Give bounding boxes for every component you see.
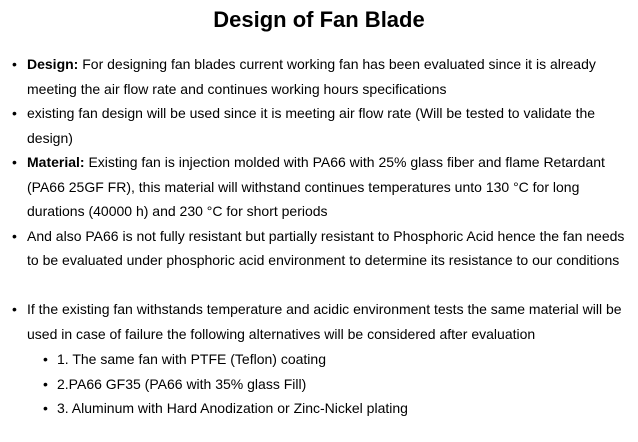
bullet-text: existing fan design will be used since it is meeting air flow rate (Will be tested to validate the design): [27, 105, 596, 146]
sub-bullet-text: 1. The same fan with PTFE (Teflon) coating: [57, 351, 326, 367]
sub-bullet-item: [43, 396, 603, 421]
bullet-text: For designing fan blades current working fan has been evaluated since it is already meeting the air flow rate and continues working hours specifications: [27, 56, 596, 97]
bullet-dot-icon: •: [43, 351, 48, 367]
bullet-text: And also PA66 is not fully resistant but partially resistant to Phosphoric Acid hence the fan needs to be evaluated under phosphoric acid environment to determine its resistance to our conditions: [27, 227, 625, 268]
bullet-dot-icon: •: [12, 56, 17, 72]
bullet-item: [12, 297, 630, 346]
sub-bullet-item: [43, 347, 603, 372]
bullet-dot-icon: •: [43, 375, 48, 392]
bullet-item: [12, 52, 630, 101]
sub-bullet-text: 2.PA66 GF35 (PA66 with 35% glass Fill): [57, 375, 307, 392]
bullet-dot-icon: •: [12, 105, 17, 121]
bullet-dot-icon: •: [12, 154, 17, 170]
bullet-item: [12, 101, 630, 150]
bullet-label: Material:: [27, 154, 85, 170]
bullet-label: Design:: [27, 56, 79, 72]
bullet-text: If the existing fan withstands temperature and acidic environment tests the same material will be used in case of failure the following alternatives will be considered after evaluation: [27, 301, 622, 342]
bullet-dot-icon: •: [12, 227, 17, 244]
bullet-item: [12, 224, 630, 298]
sub-bullet-text: 3. Aluminum with Hard Anodization or Zinc-Nickel plating: [57, 400, 408, 416]
bullet-dot-icon: •: [12, 301, 17, 317]
bullet-text: Existing fan is injection molded with PA66 with 25% glass fiber and flame Retardant (PA66 25GF FR), this material will withstand continues temperatures unto 130 °C for long durations (40000 h) and 230 °C for short periods: [27, 154, 605, 219]
sub-bullet-item: [43, 372, 603, 397]
bullet-item: [12, 150, 630, 224]
bullet-dot-icon: •: [43, 400, 48, 416]
sub-bullet-list: [43, 347, 603, 421]
bullet-list: [12, 52, 630, 346]
slide-title: Design of Fan Blade: [213, 7, 425, 32]
